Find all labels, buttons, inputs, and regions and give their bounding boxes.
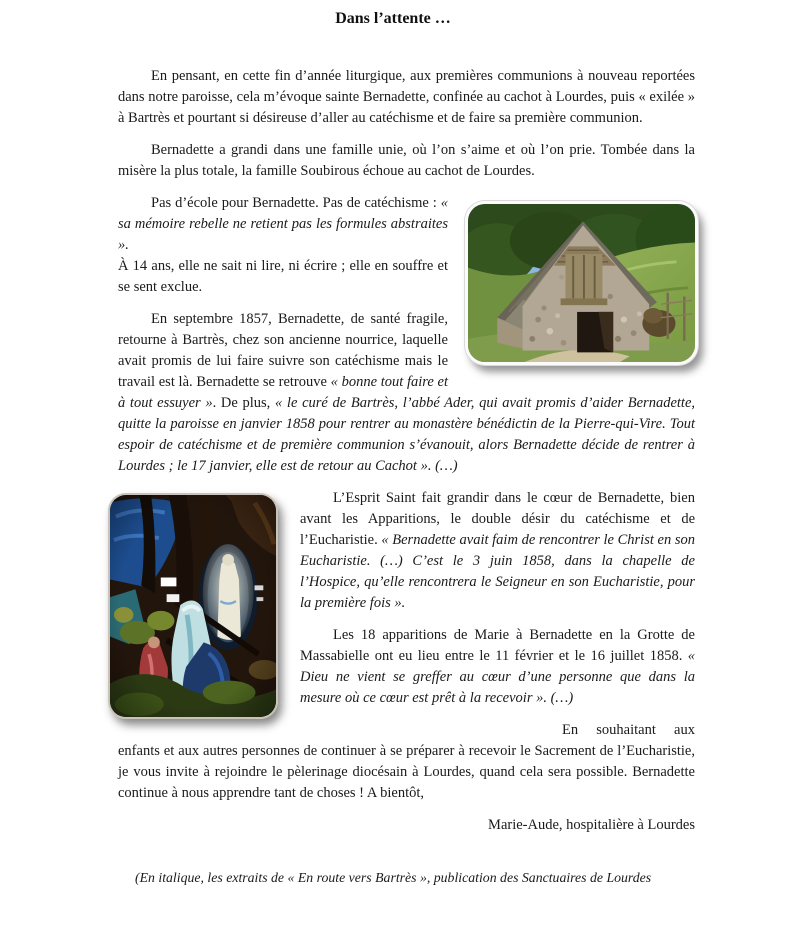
document-body	[0, 66, 786, 888]
paragraph-intro: En pensant, en cette fin d’année liturgique, aux premières communions à nouveau reportées dans notre paroisse, cela m’évoque sainte Bernadette, confinée au cachot à Lourdes, puis « exilée » à Bartrès et pourtant si désireuse d’aller au catéchisme et de faire sa première communion.	[118, 68, 695, 126]
bartres-barn-photo	[465, 201, 698, 365]
paragraph-apparitions: Les 18 apparitions de Marie à Bernadette en la Grotte de Massabielle ont eu lieu entre le 11 février et le 16 juillet 1858. « Dieu ne vient se greffer au cœur d’une personne que dans la mesure où ce cœur est prêt à la recevoir ». (…)	[300, 627, 695, 706]
grotto-illustration	[110, 495, 276, 717]
paragraph-esprit-saint: L’Esprit Saint fait grandir dans le cœur de Bernadette, bien avant les Apparitions, le double désir du catéchisme et de l’Eucharistie. « Bernadette avait faim de rencontrer le Christ en son Eucharistie. (…) C’est le 3 juin 1858, dans la chapelle de l’Hospice, qu’elle rencontrera le Seigneur en son Eucharistie, pour la première fois ».	[300, 490, 695, 611]
barn-illustration	[468, 204, 695, 362]
paragraph-bartres-1857: En septembre 1857, Bernadette, de santé fragile, retourne à Bartrès, chez son ancienne nourrice, laquelle avait promis de lui faire suivre son catéchisme mais le travail est là. Bernadette se retrouve « bonne tout faire et à tout essuyer ». De plus, « le curé de Bartrès, l’abbé Ader, qui avait promis d’aider Bernadette, quitte la paroisse en janvier 1858 pour rentrer au monastère bénédictin de la Pierre-qui-Vire. Tout espoir de catéchisme et de première communion s’évanouit, alors Bernadette décide de rentrer à Lourdes ; le 17 janvier, elle est de retour au Cachot ». (…)	[118, 311, 696, 474]
paragraph-invitation: En souhaitant aux enfants et aux autres personnes de continuer à se préparer à recevoir le Sacrement de l’Eucharistie, je vous invite à rejoindre le pèlerinage diocésain à Lourdes, quand cela sera possible. Bernadette continue à nous apprendre tant de choses ! A bientôt,	[118, 722, 695, 801]
paragraph-family: Bernadette a grandi dans une famille unie, où l’on s’aime et où l’on prie. Tombée dans la misère la plus totale, la famille Soubirous échoue au cachot de Lourdes.	[118, 142, 695, 179]
footnote-italics-note: (En italique, les extraits de « En route vers Bartrès », publication des Sanctuaires de Lourdes	[135, 870, 652, 885]
section-grotto	[118, 488, 695, 804]
page-title: Dans l’attente …	[335, 10, 451, 27]
section-bartres	[118, 193, 695, 477]
lourdes-grotto-painting	[108, 493, 278, 719]
paragraph-no-school: Pas d’école pour Bernadette. Pas de catéchisme : « sa mémoire rebelle ne retient pas les formules abstraites ». À 14 ans, elle ne sait ni lire, ni écrire ; elle en souffre et se sent exclue.	[118, 195, 448, 295]
signature-line: Marie-Aude, hospitalière à Lourdes	[488, 817, 695, 833]
